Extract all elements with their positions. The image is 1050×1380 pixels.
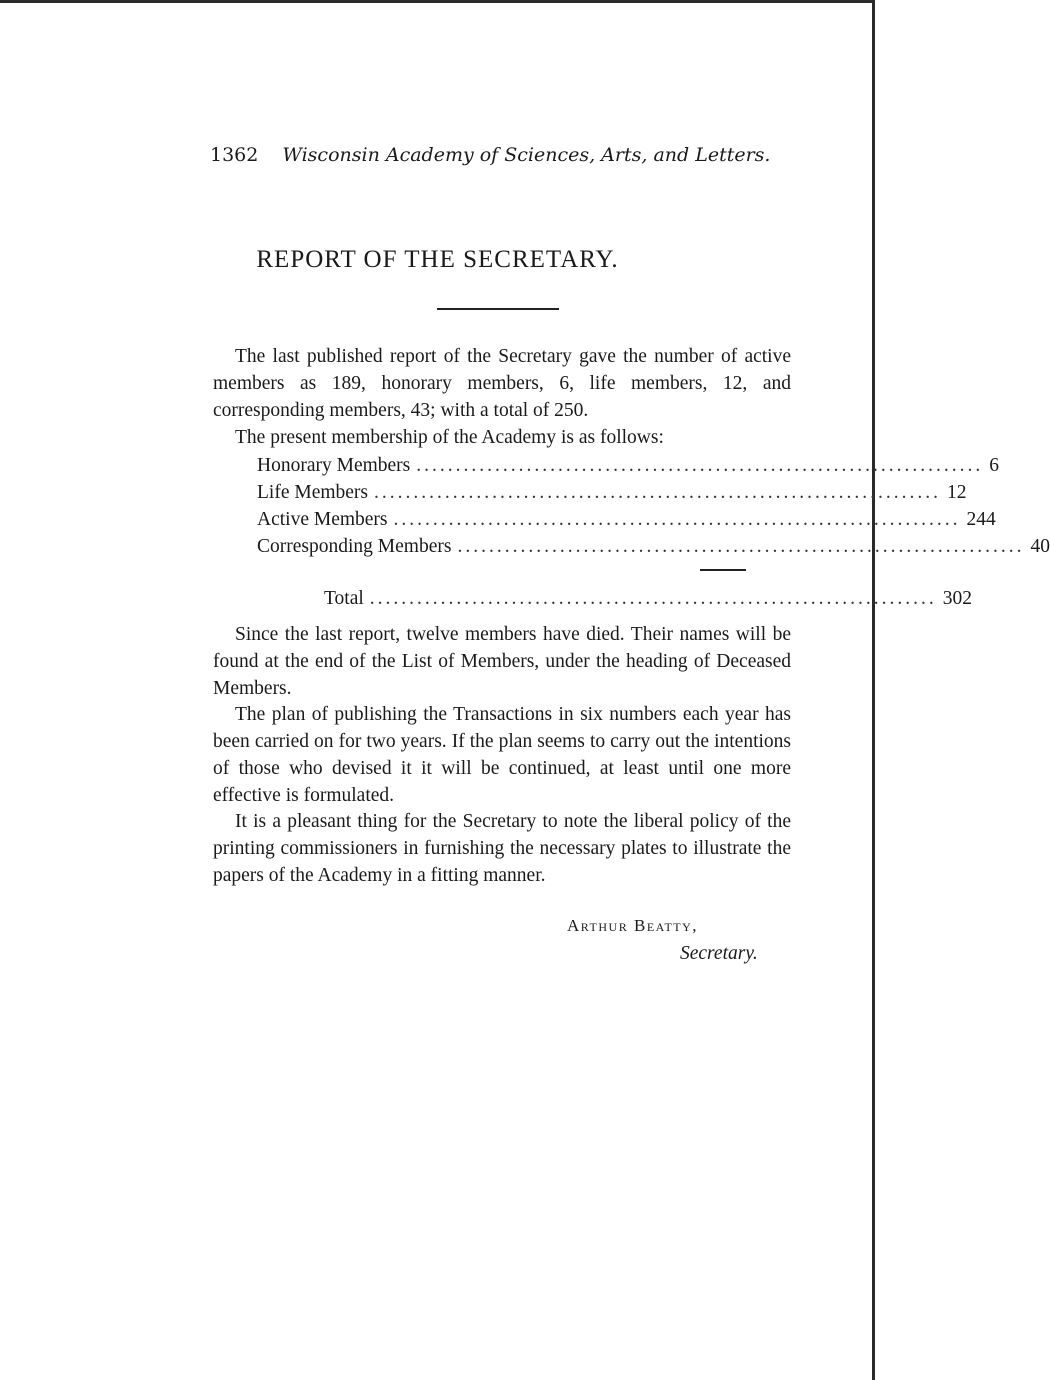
scan-edge-top: [0, 0, 875, 3]
membership-row: [257, 479, 967, 506]
scan-edge-right: [872, 0, 875, 1380]
membership-count: 40: [1030, 536, 1050, 557]
paragraph-membership-intro: The present membership of the Academy is as follows:: [235, 427, 664, 448]
signature-name: Arthur Beatty,: [567, 916, 699, 935]
membership-row: [257, 506, 996, 533]
total-count: 302: [942, 588, 973, 609]
leader-dots: ........................................................................: [369, 588, 937, 609]
membership-label: Life Members: [257, 482, 369, 503]
total-row: [324, 585, 973, 612]
leader-dots: ........................................................................: [416, 455, 984, 476]
paragraph-publishing-plan: The plan of publishing the Transactions in six numbers each year has been carried on for two years. If the plan seems to carry out the intentions of those who devised it it will be continued, at least until one more effective is formulated.: [213, 704, 791, 806]
membership-label: Active Members: [257, 509, 388, 530]
membership-row: [257, 452, 999, 479]
page-number: 1362: [210, 144, 259, 166]
signature-role: Secretary.: [680, 943, 758, 964]
running-head: [210, 144, 771, 166]
paragraph-deceased: Since the last report, twelve members have died. Their names will be found at the end of the List of Members, under the heading of Deceased Members.: [213, 624, 791, 699]
journal-title: Wisconsin Academy of Sciences, Arts, and Letters.: [282, 144, 771, 166]
membership-count: 6: [989, 455, 999, 476]
membership-list: [257, 452, 1050, 560]
leader-dots: ........................................................................: [374, 482, 942, 503]
report-title: REPORT OF THE SECRETARY.: [256, 246, 619, 273]
membership-count: 244: [966, 509, 996, 530]
paragraph-previous-report: The last published report of the Secretary gave the number of active members as 189, honorary members, 6, life members, 12, and corresponding members, 43; with a total of 250.: [213, 346, 791, 421]
paragraph-printing-commissioners: It is a pleasant thing for the Secretary to note the liberal policy of the printing commissioners in furnishing the necessary plates to illustrate the papers of the Academy in a fitting manner.: [213, 811, 791, 886]
leader-dots: ........................................................................: [393, 509, 961, 530]
leader-dots: ........................................................................: [457, 536, 1025, 557]
membership-label: Honorary Members: [257, 455, 411, 476]
sum-rule: [700, 569, 746, 571]
total-label: Total: [324, 588, 364, 609]
title-rule: [437, 308, 559, 310]
membership-label: Corresponding Members: [257, 536, 452, 557]
membership-count: 12: [947, 482, 967, 503]
membership-row: [257, 533, 1050, 560]
